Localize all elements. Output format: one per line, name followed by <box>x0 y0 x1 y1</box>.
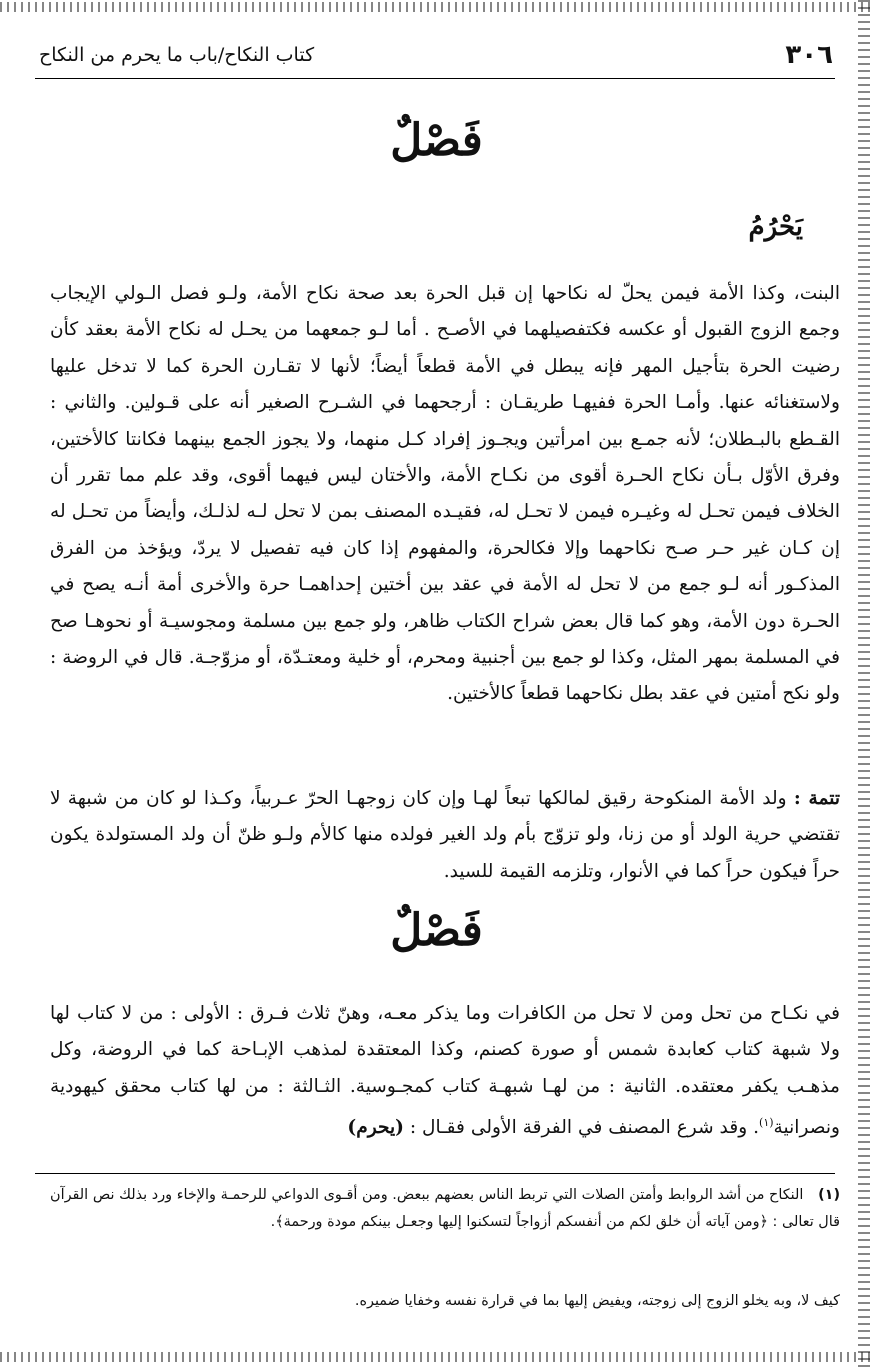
footnote-1-number: (١) <box>818 1187 841 1203</box>
footnote-reference[interactable]: (١) <box>759 1116 774 1130</box>
tatimma-label: تتمة : <box>793 788 840 809</box>
running-header <box>35 40 835 80</box>
footnote-1 <box>50 1182 840 1236</box>
footnote-1-continuation: كيف لا، وبه يخلو الزوج إلى زوجته، ويفيض إليها بما في قرارة نفسه وخفايا ضميره. <box>354 1293 840 1309</box>
tatimma-text: ولد الأمة المنكوحة رقيق لمالكها تبعاً لهـا وإن كان زوجهـا الحرّ عـربياً، وكـذا لو كان من شبهة لا تقتضي حرية الولد أو من زنا، ولو تزوّج بأم ولد الغير فولده منها كالأم ولـو ظنّ أن ولد المستولدة يكون حراً فيكون حراً كما في الأنوار، وتلزمه القيمة للسيد. <box>50 788 840 882</box>
section-heading-fasl-2: فَصْلٌ <box>390 905 483 956</box>
matn-word-yahrumu: يَحْرُمُ <box>748 212 803 242</box>
page-number: ٣٠٦ <box>785 40 833 70</box>
running-title: كتاب النكاح/باب ما يحرم من النكاح <box>39 44 315 66</box>
paragraph-main: البنت، وكذا الأمة فيمن يحلّ له نكاحها إن قبل الحرة بعد صحة نكاح الأمة، ولـو فصل الـولي الإيجاب وجمع الزوج القبول أو عكسه فكتفصيلهما في الأصـح . أما لـو جمعهما من يحـل له نكاح الأمة بعقد كأن رضيت الحرة بتأجيل المهر فإنه يبطل في الأمة قطعاً أيضاً؛ لأنها لا تقـارن الحرة كما لا تدخل عليها ولاستغنائه عنها. وأمـا الحرة ففيهـا طريقـان : أرجحهما في الشـرح الصغير أنه على قـولين. والثاني : القـطع بالبـطلان؛ لأنه جمـع بين امرأتين ويجـوز إفراد كـل منهما، ولا يجوز الجمع بينهما فكانتا كالأختين، وفرق الأوّل بـأن نكاح الحـرة أقوى من نكـاح الأمة، والأختان ليس فيهما أقوى، وقد علم مما تقرر أن الخلاف فيمن تحـل له وغيـره فيمن لا تحـل له، فقيـده المصنف بمن لا تحل لـه لذلـك، وأيضاً من تحـل له إن كـان غير حـر صـح نكاحهما وإلا فكالحرة، والمفهوم إذا كان فيه تفصيل لا يردّ، ويؤخذ من الفرق المذكـور أنه لـو جمع من لا تحل له الأمة في عقد بين أختين إحداهمـا حرة والأخرى أمة أنـه يصح في الحـرة دون الأمة، وهو كما قال بعض شراح الكتاب ظاهر، ولو جمع بين مسلمة ومجوسيـة أو نحوهـا صح في المسلمة بمهر المثل، وكذا لو جمع بين أجنبية ومحرم، أو خلية ومعتـدّة، أو مزوّجـة. قال في الروضة : ولو نكح أمتين في عقد بطل نكاحهما قطعاً كالأختين. <box>50 283 840 705</box>
footnote-rule <box>35 1173 835 1174</box>
matn-yahrum-bold: (يحرم) <box>347 1117 404 1139</box>
kafirat-text-end: . وقد شرع المصنف في الفرقة الأولى فقـال : <box>409 1117 760 1139</box>
paragraph-kafirat <box>50 996 840 1147</box>
header-rule <box>35 78 835 79</box>
kafirat-text-start: في نكـاح من تحل ومن لا تحل من الكافرات وما يذكر معـه، وهنّ ثلاث فـرق : الأولى : من لا كتاب لها ولا شبهة كتاب كعابدة شمس أو صورة كصنم، وكذا المعتقدة لمذهب الإبـاحة كما في الروضة، وكل مذهـب يكفر معتقده. الثانية : من لهـا شبهـة كتاب كمجـوسية. الثـالثة : من لها كتاب محقق كيهودية ونصرانية <box>50 1003 840 1139</box>
section-heading-fasl-1: فَصْلٌ <box>390 115 483 166</box>
footnote-1-text: النكاح من أشد الروابط وأمتن الصلات التي تربط الناس بعضهم ببعض. ومن أقـوى الدواعي للرحمـة والإخاء ورد بذلك نص القرآن قال تعالى : ﴿ومن آياته أن خلق لكم من أنفسكم أزواجاً لتسكنوا إليها وجعـل بينكم مودة ورحمة﴾. <box>50 1187 840 1230</box>
paragraph-tatimma <box>50 781 840 890</box>
